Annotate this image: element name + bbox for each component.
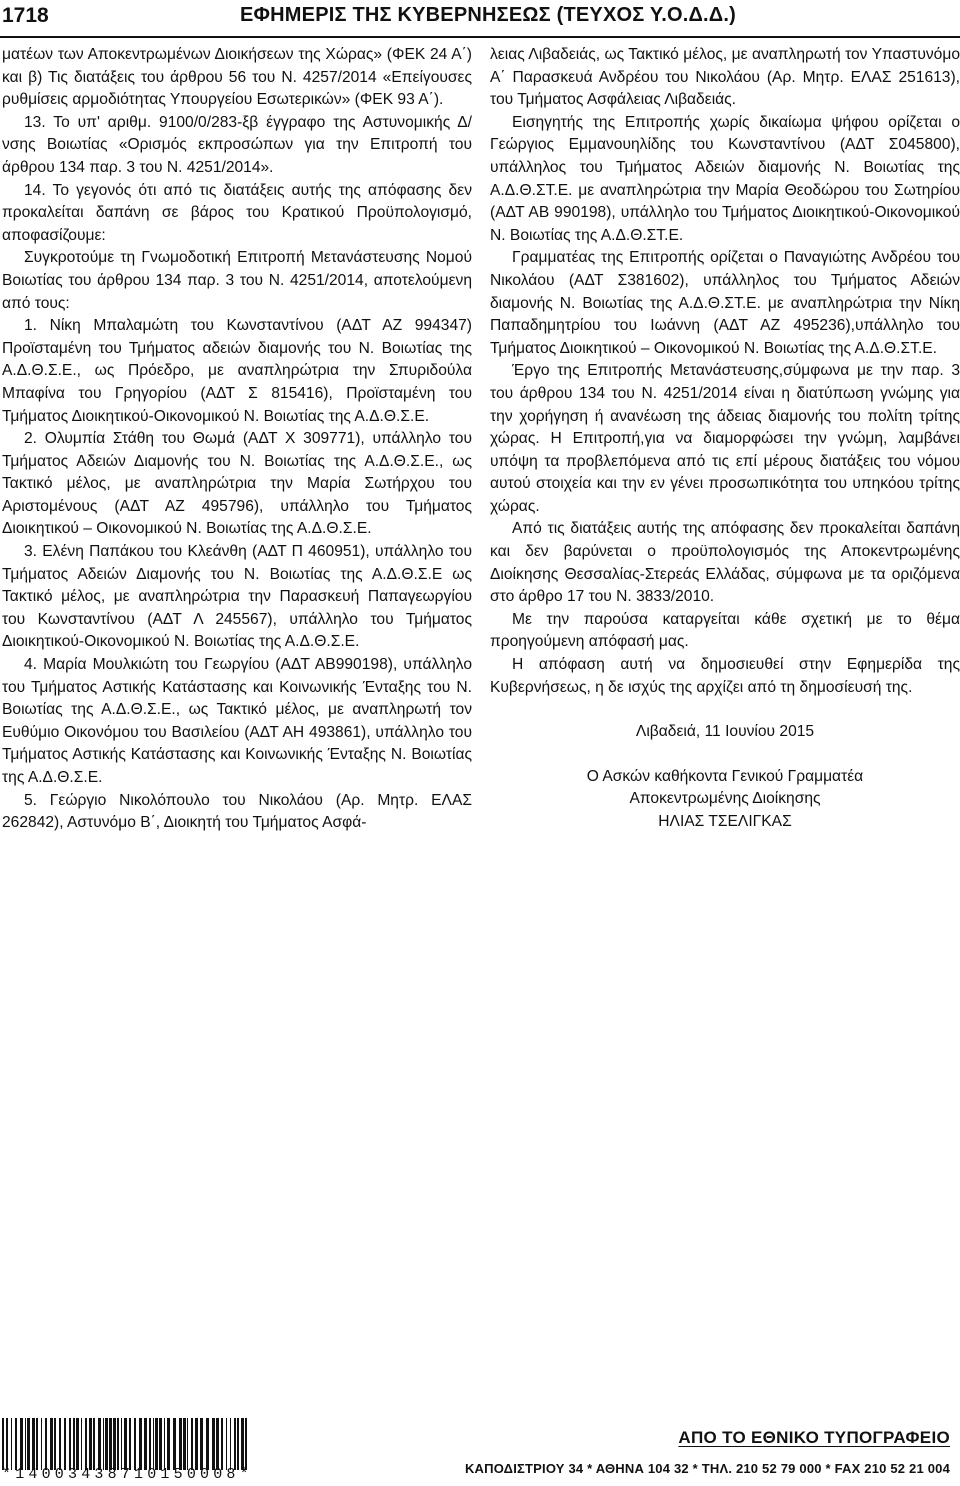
left-column	[2, 44, 472, 835]
barcode-bar	[230, 1418, 231, 1470]
barcode-bar	[76, 1418, 79, 1470]
right-column	[490, 44, 960, 834]
barcode-bar	[164, 1418, 165, 1470]
paragraph: Έργο της Επιτροπής Μετανάστευσης,σύμφωνα με την παρ. 3 του άρθρου 134 του Ν. 4251/2014 είναι η διατύπωση γνώμης για την χορήγηση ή ανανέωση της άδειας διαμονής του πολίτη τρίτης χώρας. Η Επιτροπή,για να διαμορφώσει την γνώμη, λαμβάνει υπόψη τα προβλεπόμενα από τις επί μέρους διατάξεις του νόμου αυτού στοιχεία και την εν γένει προσωπικότητα του υπηκόου τρίτης χώρας.	[490, 362, 960, 515]
barcode-bar	[89, 1418, 92, 1470]
barcode-bar	[187, 1418, 188, 1470]
barcode-bar	[105, 1418, 108, 1470]
header-rule	[0, 36, 960, 38]
barcode-bar	[113, 1418, 116, 1470]
barcode-bar	[32, 1418, 35, 1470]
barcode-bar	[234, 1418, 236, 1470]
paragraph: 13. Το υπ' αριθμ. 9100/0/283-ξβ έγγραφο της Αστυνομικής Δ/νσης Βοιωτίας «Ορισμός εκπροσώπων για την Επιτροπή του άρθρου 134 παρ. 3 του Ν. 4251/2014».	[2, 113, 472, 176]
barcode-bar	[11, 1418, 12, 1470]
signatory-name: ΗΛΙΑΣ ΤΣΕΛΙΓΚΑΣ	[658, 813, 792, 830]
paragraph: Με την παρούσα καταργείται κάθε σχετική με το θέμα προηγούμενη απόφασή μας.	[490, 610, 960, 651]
paragraph: Συγκροτούμε τη Γνωμοδοτική Επιτροπή Μετανάστευσης Νομού Βοιωτίας του άρθρου 134 παρ. 3 του Ν. 4251/2014, αποτελούμενη από τους:	[2, 249, 472, 312]
barcode-bar	[103, 1418, 104, 1470]
barcode-bar	[155, 1418, 158, 1470]
barcode-bar	[121, 1418, 122, 1470]
barcode-bar	[226, 1418, 227, 1470]
barcode	[2, 1418, 332, 1470]
printer-address: ΚΑΠΟΔΙΣΤΡΙΟΥ 34 * ΑΘΗΝΑ 104 32 * ΤΗΛ. 210 52 79 000 * FAX 210 52 21 004	[464, 1461, 950, 1476]
barcode-bar	[45, 1418, 47, 1470]
printer-name: ΑΠΟ ΤΟ ΕΘΝΙΚΟ ΤΥΠΟΓΡΑΦΕΙΟ	[678, 1428, 950, 1447]
barcode-bar	[245, 1418, 247, 1470]
signatory-title: Ο Ασκών καθήκοντα Γενικού Γραμματέα	[586, 767, 864, 785]
barcode-bar	[54, 1418, 56, 1470]
paragraph: λειας Λιβαδειάς, ως Τακτικό μέλος, με αναπληρωτή τον Υπαστυνόμο Α΄ Παρασκευά Ανδρέου του Νικολάου (Αρ. Μητρ. ΕΛΑΣ 251613), του Τμήματος Ασφάλειας Λιβαδειάς.	[490, 46, 960, 109]
barcode-bar	[167, 1418, 170, 1470]
signature-block	[490, 721, 960, 833]
list-item: 1. Νίκη Μπαλαμώτη του Κωνσταντίνου (ΑΔΤ ΑΖ 994347) Προϊσταμένη του Τμήματος αδειών διαμονής του Ν. Βοιωτίας της Α.Δ.Θ.Σ.Ε., ως Πρόεδρο, με αναπληρώτρια την Σπυριδούλα Μπαφίνα του Γρηγορίου (ΑΔΤ Σ 815416), Προϊσταμένη του Τμήματος Διοικητικού-Οικονομικού Ν. Βοιωτίας της Α.Δ.Θ.Σ.Ε.	[2, 317, 472, 425]
barcode-bar	[221, 1418, 223, 1470]
barcode-bar	[153, 1418, 154, 1470]
page-number: 1718	[2, 4, 49, 27]
barcode-bar	[237, 1418, 239, 1470]
barcode-bar	[73, 1418, 75, 1470]
barcode-bar	[25, 1418, 26, 1470]
list-item: 4. Μαρία Μουλκιώτη του Γεωργίου (ΑΔΤ ΑΒ990198), υπάλληλο του Τμήματος Αστικής Κατάστασης και Κοινωνικής Ένταξης του Ν. Βοιωτίας της Α.Δ.Θ.Σ.Ε., ως Τακτικό μέλος, με αναπληρωτή τον Ευθύμιο Οικονόμου του Βασιλείου (ΑΔΤ ΑΗ 493861), υπάλληλο του Τμήματος Αστικής Κατάστασης και Κοινωνικής Ένταξης Ν. Βοιωτίας της Α.Δ.Θ.Σ.Ε.	[2, 656, 472, 786]
paragraph: Η απόφαση αυτή να δημοσιευθεί στην Εφημερίδα της Κυβερνήσεως, η δε ισχύς της αρχίζει από τη δημοσίευσή της.	[490, 656, 960, 696]
barcode-bar	[124, 1418, 127, 1470]
barcode-bar	[117, 1418, 119, 1470]
barcode-bar	[183, 1418, 186, 1470]
barcode-bar	[81, 1418, 82, 1470]
paragraph: Εισηγητής της Επιτροπής χωρίς δικαίωμα ψήφου ορίζεται ο Γεώργιος Εμμανουηλίδης του Κωνσταντίνου (ΑΔΤ Σ045800), υπάλληλος του Τμήματος Αδειών διαμονής Ν. Βοιωτίας της Α.Δ.Θ.ΣΤ.Ε. με αναπληρώτρια την Μαρία Θεοδώρου του Σωτηρίου (ΑΔΤ ΑΒ 990198), υπάλληλο του Τμήματος Διοικητικού-Οικονομικού Ν. Βοιωτίας της Α.Δ.Θ.ΣΤ.Ε.	[490, 113, 960, 244]
barcode-bar	[200, 1418, 203, 1470]
barcode-bar	[206, 1418, 209, 1470]
barcode-bar	[59, 1418, 61, 1470]
gazette-title: ΕΦΗΜΕΡΙΣ ΤΗΣ ΚΥΒΕΡΝΗΣΕΩΣ (ΤΕΥΧΟΣ Υ.Ο.Δ.Δ.)	[240, 4, 736, 26]
barcode-bar	[129, 1418, 131, 1470]
barcode-bar	[144, 1418, 147, 1470]
barcode-bar	[93, 1418, 95, 1470]
barcode-bar	[216, 1418, 219, 1470]
barcode-bar	[179, 1418, 182, 1470]
barcode-bar	[15, 1418, 17, 1470]
barcode-bar	[98, 1418, 101, 1470]
date-line: Λιβαδειά, 11 Ιουνίου 2015	[635, 723, 815, 741]
barcode-number: *14003438710150008*	[2, 1466, 253, 1483]
barcode-bar	[27, 1418, 30, 1470]
paragraph: Γραμματέας της Επιτροπής ορίζεται ο Παναγιώτης Ανδρέου του Νικολάου (ΑΔΤ Σ381602), υπάλληλος του Τμήματος Αδειών διαμονής Ν. Βοιωτίας της Α.Δ.Θ.ΣΤ.Ε. με αναπληρώτρια την Νίκη Παπαδημητρίου του Ιωάννη (ΑΔΤ ΑΖ 495236),υπάλληλο του Τμήματος Διοικητικού – Οικονομικού Ν. Βοιωτίας της Α.Δ.Θ.ΣΤ.Ε.	[490, 249, 960, 357]
barcode-bar	[41, 1418, 42, 1470]
page-header	[0, 0, 960, 44]
barcode-bar	[149, 1418, 151, 1470]
paragraph: 14. Το γεγονός ότι από τις διατάξεις αυτής της απόφασης δεν προκαλείται δαπάνη σε βάρος του Κρατικού Προϋπολογισμό, αποφασίζουμε:	[2, 181, 472, 244]
barcode-bar	[36, 1418, 38, 1470]
signatory-authority: Αποκεντρωμένης Διοίκησης	[629, 790, 821, 808]
barcode-bar	[50, 1418, 53, 1470]
barcode-bar	[109, 1418, 112, 1470]
barcode-bar	[2, 1418, 4, 1470]
list-item: 5. Γεώργιο Νικολόπουλο του Νικολάου (Αρ. Μητρ. ΕΛΑΣ 262842), Αστυνόμο Β΄, Διοικητή του Τμήματος Ασφά-	[2, 791, 472, 832]
barcode-bar	[134, 1418, 136, 1470]
barcode-bar	[69, 1418, 71, 1470]
barcode-bar	[195, 1418, 198, 1470]
list-item: 3. Ελένη Παπάκου του Κλεάνθη (ΑΔΤ Π 460951), υπάλληλο του Τμήματος Αδειών Διαμονής του Ν. Βοιωτίας της Α.Δ.Θ.Σ.Ε ως Τακτικό μέλος, με αναπληρώτρια την Παρασκευή Παπαγεωργίου του Κωνσταντίνου (ΑΔΤ Λ 245567), υπάλληλο του Τμήματος Διοικητικού-Οικονομικού Ν. Βοιωτίας της Α.Δ.Θ.Σ.Ε.	[2, 543, 472, 651]
paragraph: Από τις διατάξεις αυτής της απόφασης δεν προκαλείται δαπάνη και δεν βαρύνεται ο προϋπολογισμός της Αποκεντρωμένης Διοίκησης Θεσσαλίας-Στερεάς Ελλάδας, σύμφωνα με τα οριζόμενα στο άρθρο 17 του Ν. 3833/2010.	[490, 520, 960, 606]
barcode-bar	[212, 1418, 215, 1470]
barcode-bar	[159, 1418, 162, 1470]
barcode-bar	[173, 1418, 176, 1470]
barcode-bar	[6, 1418, 8, 1470]
barcode-bar	[20, 1418, 23, 1470]
list-item: 2. Ολυμπία Στάθη του Θωμά (ΑΔΤ Χ 309771), υπάλληλο του Τμήματος Αδειών Διαμονής του Ν. Βοιωτίας της Α.Δ.Θ.Σ.Ε., ως Τακτικό μέλος, με αναπληρώτρια την Μαρία Σωτήρχου του Αριστομένους (ΑΔΤ ΑΖ 495796), υπάλληλο του Τμήματος Διοικητικού – Οικονομικού Ν. Βοιωτίας της Α.Δ.Θ.Σ.Ε.	[2, 430, 472, 538]
barcode-bar	[139, 1418, 142, 1470]
paragraph: ματέων των Αποκεντρωμένων Διοικήσεων της Χώρας» (ΦΕΚ 24 Α΄) και β) Τις διατάξεις του άρθρου 56 του Ν. 4257/2014 «Επείγουσες ρυθμίσεις αρμοδιότητας Υπουργείου Εσωτερικών» (ΦΕΚ 93 Α΄).	[2, 46, 472, 109]
barcode-bar	[241, 1418, 244, 1470]
barcode-bar	[191, 1418, 193, 1470]
barcode-bar	[64, 1418, 66, 1470]
barcode-bar	[85, 1418, 87, 1470]
